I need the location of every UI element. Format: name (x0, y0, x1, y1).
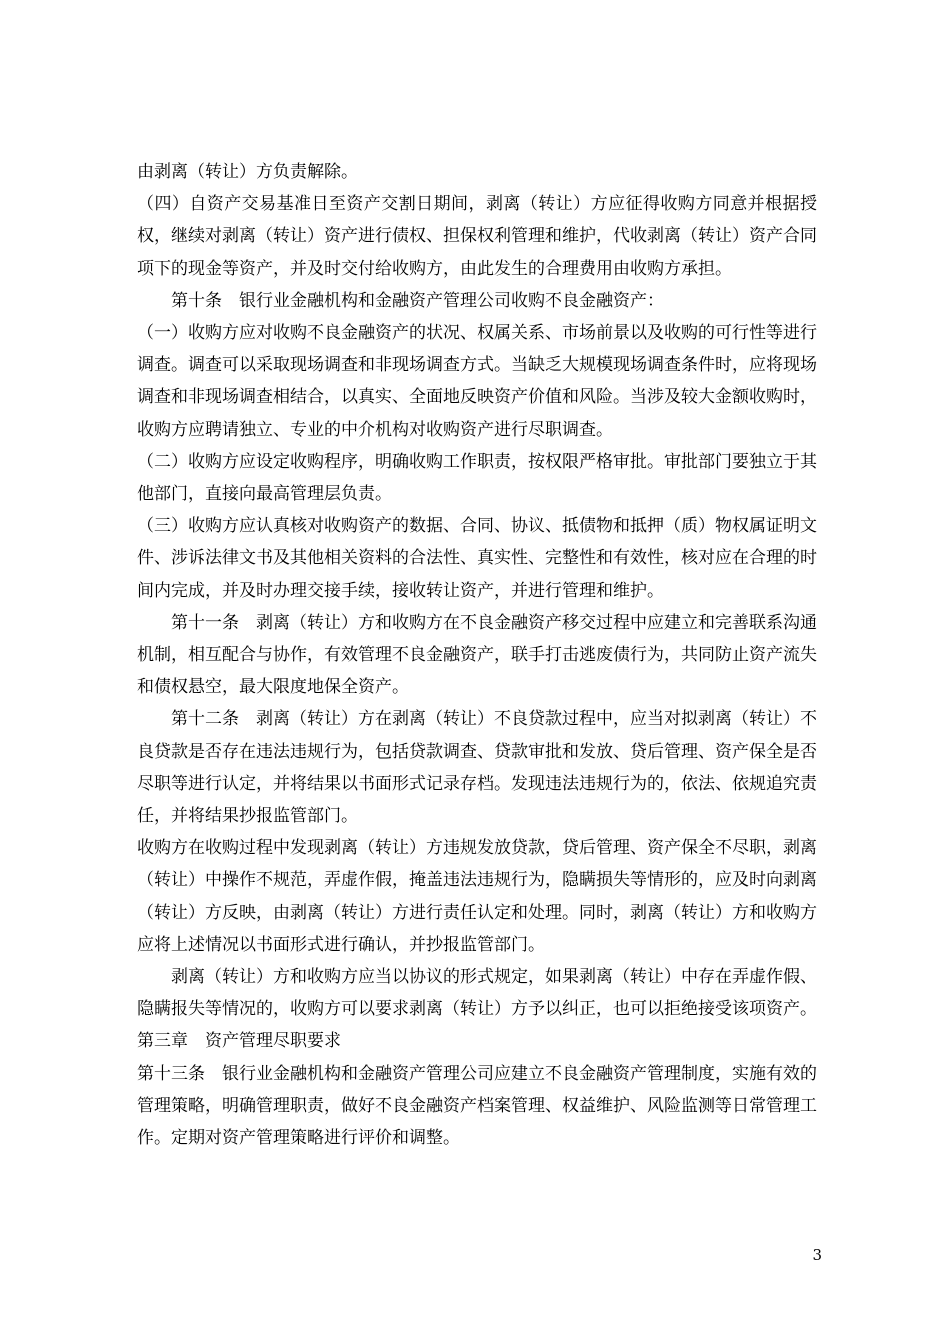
page-number: 3 (812, 1246, 822, 1264)
paragraph-continuation: 由剥离（转让）方负责解除。 (137, 162, 358, 182)
article-12-paragraph-3: 剥离（转让）方和收购方应当以协议的形式规定，如果剥离（转让）中存在弄虚作假、隐瞒报失等情况的，收购方可以要求剥离（转让）方予以纠正，也可以拒绝接受该项资产。 (137, 967, 817, 1020)
article-10-item-3: （三）收购方应认真核对收购资产的数据、合同、协议、抵债物和抵押（质）物权属证明文件、涉诉法律文书及其他相关资料的合法性、真实性、完整性和有效性，核对应在合理的时间内完成，并及时办理交接手续，接收转让资产，并进行管理和维护。 (137, 516, 817, 601)
chapter-3-heading: 第三章 资产管理尽职要求 (137, 1031, 341, 1052)
article-13: 第十三条 银行业金融机构和金融资产管理公司应建立不良金融资产管理制度，实施有效的管理策略，明确管理职责，做好不良金融资产档案管理、权益维护、风险监测等日常管理工作。定期对资产管理策略进行评价和调整。 (137, 1063, 817, 1149)
article-10-item-2: （二）收购方应设定收购程序，明确收购工作职责，按权限严格审批。审批部门要独立于其他部门，直接向最高管理层负责。 (137, 451, 817, 505)
article-11: 第十一条 剥离（转让）方和收购方在不良金融资产移交过程中应建立和完善联系沟通机制，相互配合与协作，有效管理不良金融资产，联手打击逃废债行为，共同防止资产流失和债权悬空，最大限度地保全资产。 (137, 612, 817, 698)
article-12: 第十二条 剥离（转让）方在剥离（转让）不良贷款过程中，应当对拟剥离（转让）不良贷款是否存在违法违规行为，包括贷款调查、贷款审批和发放、贷后管理、资产保全是否尽职等进行认定，并将结果以书面形式记录存档。发现违法违规行为的，依法、依规追究责任，并将结果抄报监管部门。 (137, 709, 817, 827)
article-10-heading: 第十条 银行业金融机构和金融资产管理公司收购不良金融资产： (171, 290, 664, 311)
paragraph-item-4: （四）自资产交易基准日至资产交割日期间，剥离（转让）方应征得收购方同意并根据授权，继续对剥离（转让）资产进行债权、担保权利管理和维护，代收剥离（转让）资产合同项下的现金等资产，并及时交付给收购方，由此发生的合理费用由收购方承担。 (137, 194, 817, 279)
article-10-item-1: （一）收购方应对收购不良金融资产的状况、权属关系、市场前景以及收购的可行性等进行调查。调查可以采取现场调查和非现场调查方式。当缺乏大规模现场调查条件时，应将现场调查和非现场调查相结合，以真实、全面地反映资产价值和风险。当涉及较大金额收购时，收购方应聘请独立、专业的中介机构对收购资产进行尽职调查。 (137, 323, 817, 440)
article-12-paragraph-2: 收购方在收购过程中发现剥离（转让）方违规发放贷款，贷后管理、资产保全不尽职，剥离（转让）中操作不规范，弄虚作假，掩盖违法违规行为，隐瞒损失等情形的，应及时向剥离（转让）方反映，由剥离（转让）方进行责任认定和处理。同时，剥离（转让）方和收购方应将上述情况以书面形式进行确认，并抄报监管部门。 (137, 838, 817, 955)
document-body (137, 156, 817, 1154)
